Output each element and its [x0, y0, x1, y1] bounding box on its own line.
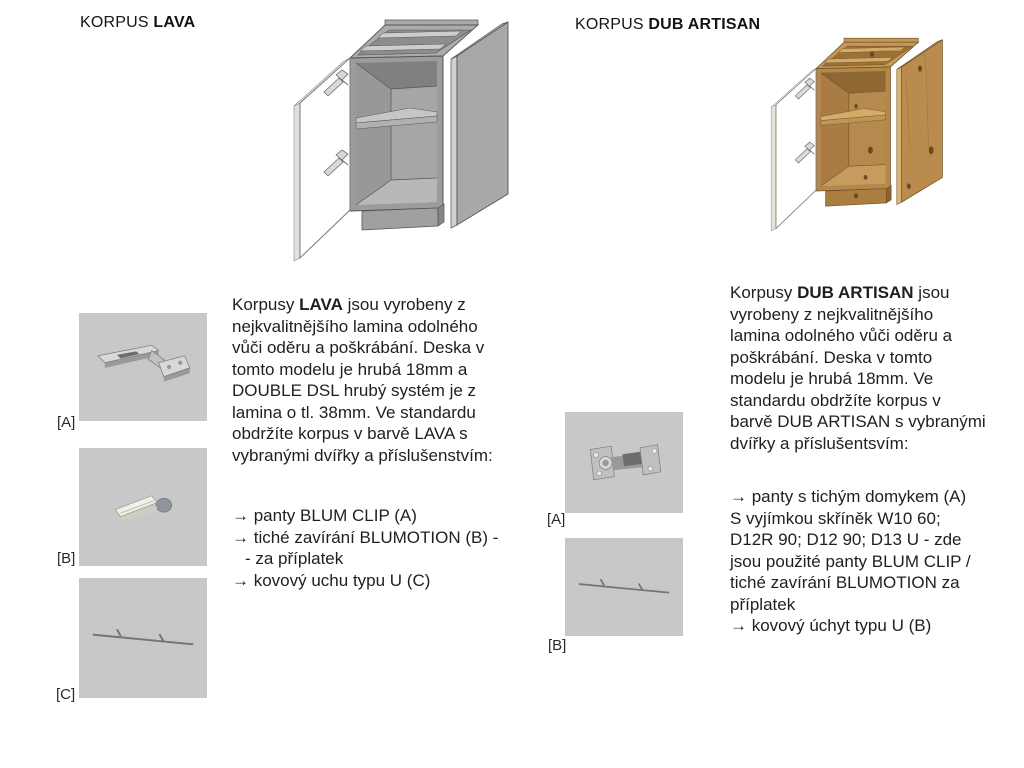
- bullet-line: → kovový úchyt typu U (B): [730, 616, 932, 635]
- title-name: DUB ARTISAN: [648, 16, 761, 33]
- hardware-image-a: [79, 313, 207, 421]
- description-line: poškrábání. Deska v tomto: [730, 347, 933, 367]
- korpus-dub-artisan-title: [575, 16, 760, 34]
- description-line: DOUBLE DSL hrubý systém je z: [232, 381, 477, 400]
- description-line: vyrobeny z nejkvalitnějšího: [730, 304, 934, 324]
- hardware-image-a: [565, 412, 683, 513]
- bullet-line: S vyjímkou skříněk W10 60;: [730, 508, 941, 528]
- bullet-line: → kovový uchu typu U (C): [232, 570, 431, 590]
- u-handle-icon: [85, 609, 201, 667]
- description-line: lamina odolného vůči oděru a: [730, 326, 953, 345]
- description-line: dvířky a příslušentsvím:: [730, 433, 909, 453]
- hardware-image-b: [565, 538, 683, 636]
- lava-description: [232, 294, 532, 466]
- bullet-line: tiché zavírání BLUMOTION za: [730, 573, 960, 592]
- hardware-image-c: [79, 578, 207, 698]
- hardware-label-c: [C]: [56, 686, 76, 703]
- hardware-image-b: [79, 448, 207, 566]
- bullet-line: → panty BLUM CLIP (A): [232, 506, 417, 525]
- description-line: barvě DUB ARTISAN s vybranými: [730, 412, 986, 431]
- hardware-label-b: [B]: [57, 550, 76, 567]
- description-line: standardu obdržíte korpus v: [730, 390, 941, 410]
- description-line: Korpusy DUB ARTISAN jsou: [730, 283, 950, 302]
- lava-cabinet-render: [280, 10, 530, 262]
- description-line: tomto modelu je hrubá 18mm a: [232, 359, 468, 379]
- u-handle-icon: [571, 561, 677, 613]
- lava-included-items: [232, 505, 532, 591]
- blumotion-damper-icon: [91, 467, 195, 547]
- soft-close-hinge-icon: [576, 425, 672, 501]
- description-line: Korpusy LAVA jsou vyrobeny z: [232, 295, 466, 314]
- description-line: nejkvalitnějšího lamina odolného: [232, 316, 478, 336]
- bullet-line: příplatek: [730, 594, 796, 614]
- blum-clip-hinge-icon: [91, 328, 195, 406]
- title-name: LAVA: [153, 14, 196, 31]
- title-prefix: KORPUS: [575, 16, 649, 33]
- hardware-label-a: [A]: [547, 511, 566, 528]
- artisan-included-items: [730, 486, 1024, 637]
- korpus-lava-title: [80, 14, 195, 32]
- description-line: modelu je hrubá 18mm. Ve: [730, 369, 934, 388]
- bullet-line: → tiché zavírání BLUMOTION (B) -: [232, 527, 499, 547]
- hardware-label-b: [B]: [548, 637, 567, 654]
- artisan-cabinet-render: [760, 30, 960, 232]
- bullet-line: D12R 90; D12 90; D13 U - zde: [730, 530, 962, 549]
- artisan-description: [730, 282, 1020, 454]
- bullet-line: - za příplatek: [245, 549, 344, 568]
- description-line: vybranými dvířky a příslušenstvím:: [232, 445, 493, 465]
- bullet-line: jsou použité panty BLUM CLIP /: [730, 551, 971, 571]
- description-line: obdržíte korpus v barvě LAVA s: [232, 424, 468, 443]
- title-prefix: KORPUS: [80, 14, 154, 31]
- description-line: vůči oděru a poškrábání. Deska v: [232, 338, 485, 357]
- hardware-label-a: [A]: [57, 414, 76, 431]
- description-line: lamina o tl. 38mm. Ve standardu: [232, 402, 476, 422]
- bullet-line: → panty s tichým domykem (A): [730, 487, 967, 506]
